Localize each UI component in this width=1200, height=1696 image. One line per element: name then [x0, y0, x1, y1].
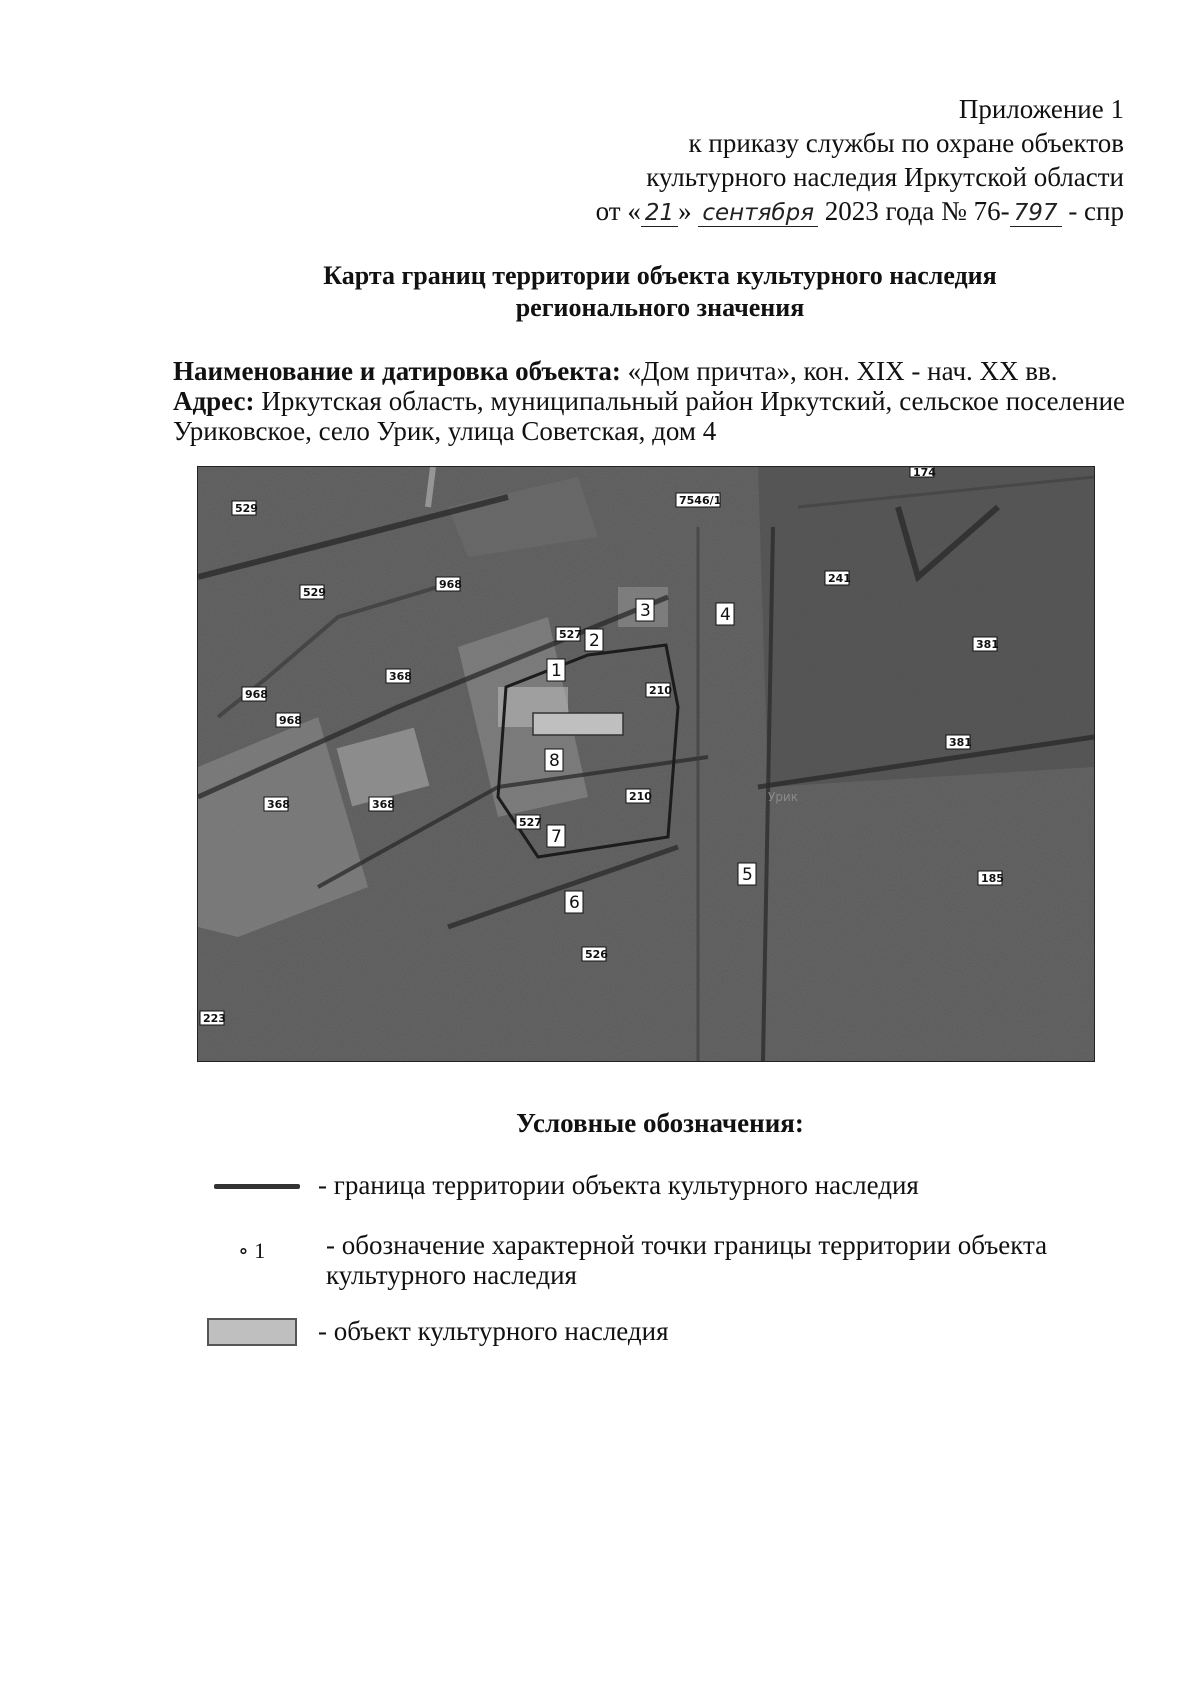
parcel-label: 529 — [235, 502, 258, 515]
order-line-1: к приказу службы по охране объектов — [688, 128, 1124, 158]
boundary-point-label: 4 — [720, 605, 731, 625]
parcel-label: 968 — [245, 688, 268, 701]
title-line-1: Карта границ территории объекта культурного наследия — [323, 261, 997, 290]
parcel-label: 526 — [585, 948, 608, 961]
parcel-label: 968 — [439, 578, 462, 591]
legend-point-text: - обозначение характерной точки границы территории объекта культурного наследия — [326, 1230, 1048, 1290]
object-name-row — [173, 356, 1125, 386]
legend-boundary-text: - граница территории объекта культурного наследия — [318, 1170, 919, 1200]
parcel-label: 368 — [389, 670, 412, 683]
document-title — [200, 260, 1120, 324]
order-suffix: - спр — [1068, 196, 1124, 226]
map-watermark: Урик — [768, 790, 798, 804]
object-address-value: Иркутская область, муниципальный район Иркутский, сельское поселение Уриковское, село Урик, улица Советская, дом 4 — [173, 386, 1125, 446]
date-prefix: от « — [595, 196, 641, 226]
boundary-point-label: 3 — [640, 601, 651, 621]
parcel-label: 381 — [949, 736, 972, 749]
title-line-2: регионального значения — [515, 293, 805, 322]
boundary-point-label: 2 — [589, 631, 600, 651]
boundary-point-label: 7 — [551, 827, 562, 847]
parcel-label: 185 — [981, 872, 1004, 885]
map-image — [198, 467, 1094, 1061]
legend-object-text: - объект культурного наследия — [318, 1316, 669, 1346]
parcel-label: 210 — [629, 790, 652, 803]
year-text: 2023 года № 76- — [824, 196, 1010, 226]
parcel-label: 241 — [828, 572, 851, 585]
order-date-line — [596, 194, 1124, 228]
parcel-label: 527 — [519, 816, 542, 829]
handwritten-day: 21 — [641, 200, 678, 227]
parcel-label: 968 — [279, 714, 302, 727]
handwritten-order-number: 797 — [1010, 200, 1062, 227]
heritage-object-symbol — [207, 1318, 297, 1346]
parcel-label: 210 — [649, 684, 672, 697]
parcel-label: 529 — [303, 586, 326, 599]
parcel-label: 381 — [976, 638, 999, 651]
boundary-map — [197, 466, 1095, 1062]
parcel-label: 527 — [559, 628, 582, 641]
boundary-point-label: 5 — [742, 865, 753, 885]
appendix-number: Приложение 1 — [958, 94, 1124, 124]
parcel-label: 7546/1 — [679, 494, 722, 507]
boundary-point-label: 8 — [549, 751, 560, 771]
legend-title: Условные обозначения: — [516, 1108, 804, 1138]
boundary-point-symbol: ∘ 1 — [238, 1238, 266, 1263]
boundary-point-label: 1 — [551, 661, 562, 681]
appendix-header — [596, 92, 1124, 228]
parcel-label: 368 — [267, 798, 290, 811]
object-info — [173, 356, 1125, 446]
quote-close: » — [678, 196, 692, 226]
object-address-label: Адрес: — [173, 386, 255, 416]
object-name-label: Наименование и датировка объекта: — [173, 356, 621, 386]
boundary-point-label: 6 — [569, 893, 580, 913]
boundary-line-symbol — [214, 1184, 300, 1189]
order-line-2: культурного наследия Иркутской области — [646, 162, 1124, 192]
object-name-value: «Дом причта», кон. XIX - нач. XX вв. — [627, 356, 1058, 386]
parcel-label: 368 — [372, 798, 395, 811]
handwritten-month: сентября — [698, 200, 818, 227]
parcel-label: 174 — [913, 467, 936, 479]
parcel-label: 223 — [203, 1012, 226, 1025]
object-address-row — [173, 386, 1125, 446]
